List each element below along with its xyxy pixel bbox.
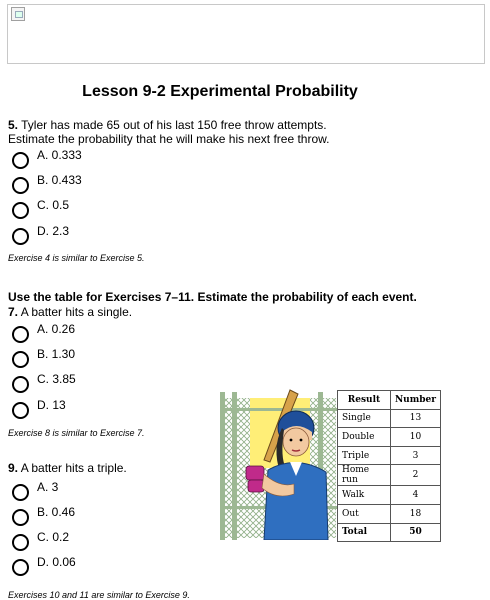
option-label: B. 0.433 — [37, 173, 82, 187]
table-row — [338, 428, 441, 447]
option-label: D. 13 — [37, 398, 66, 412]
results-table — [337, 390, 441, 542]
q9-option-a[interactable] — [12, 482, 58, 502]
cell-result: Home run — [338, 465, 391, 486]
table-row — [338, 465, 441, 486]
radio-button[interactable] — [12, 351, 29, 368]
option-label: D. 0.06 — [37, 555, 76, 569]
radio-button[interactable] — [12, 177, 29, 194]
table-header-row — [338, 391, 441, 410]
note-exercise-10-11: Exercises 10 and 11 are similar to Exercise 9. — [8, 590, 190, 600]
cell-number: 18 — [390, 504, 440, 523]
radio-button[interactable] — [12, 376, 29, 393]
radio-button[interactable] — [12, 509, 29, 526]
q5-option-b[interactable] — [12, 175, 82, 195]
radio-button[interactable] — [12, 534, 29, 551]
cell-number: 2 — [390, 465, 440, 486]
option-label: C. 0.5 — [37, 198, 70, 212]
question-9 — [8, 461, 127, 475]
radio-button[interactable] — [12, 326, 29, 343]
q9-option-b[interactable] — [12, 507, 75, 527]
cell-result: Out — [338, 504, 391, 523]
broken-image-icon — [11, 7, 25, 21]
cell-result: Double — [338, 428, 391, 447]
radio-button[interactable] — [12, 228, 29, 245]
q9-option-d[interactable] — [12, 557, 76, 577]
option-label: B. 1.30 — [37, 347, 76, 361]
q5-option-c[interactable] — [12, 200, 69, 220]
q5-option-d[interactable] — [12, 226, 69, 246]
radio-button[interactable] — [12, 202, 29, 219]
question-7-number: 7. — [8, 305, 19, 319]
option-label: A. 3 — [37, 480, 59, 494]
table-total-row — [338, 523, 441, 542]
table-instruction: Use the table for Exercises 7–11. Estimate the probability of each event. — [8, 290, 417, 304]
table-row — [338, 409, 441, 428]
note-exercise-8: Exercise 8 is similar to Exercise 7. — [8, 428, 145, 438]
q7-option-d[interactable] — [12, 400, 66, 420]
cell-result: Walk — [338, 486, 391, 505]
question-7-text: A batter hits a single. — [20, 305, 133, 319]
cell-result: Triple — [338, 446, 391, 465]
table-row — [338, 486, 441, 505]
q7-option-c[interactable] — [12, 374, 76, 394]
option-label: D. 2.3 — [37, 224, 70, 238]
baseball-batter-illustration — [220, 388, 338, 540]
table-row — [338, 504, 441, 523]
cell-number: 3 — [390, 446, 440, 465]
header-result: Result — [338, 391, 391, 410]
cell-result: Single — [338, 409, 391, 428]
q7-option-b[interactable] — [12, 349, 75, 369]
question-9-number: 9. — [8, 461, 19, 475]
baseball-figure — [220, 388, 440, 540]
radio-button[interactable] — [12, 152, 29, 169]
banner-image — [7, 4, 485, 64]
question-5 — [8, 118, 330, 146]
table-row — [338, 446, 441, 465]
question-5-line2: Estimate the probability that he will make his next free throw. — [8, 132, 330, 146]
cell-total-label: Total — [338, 523, 391, 542]
cell-number: 10 — [390, 428, 440, 447]
radio-button[interactable] — [12, 402, 29, 419]
question-7 — [8, 305, 132, 319]
q9-option-c[interactable] — [12, 532, 69, 552]
option-label: A. 0.26 — [37, 322, 76, 336]
q5-option-a[interactable] — [12, 150, 82, 170]
cell-total-value: 50 — [390, 523, 440, 542]
radio-button[interactable] — [12, 559, 29, 576]
radio-button[interactable] — [12, 484, 29, 501]
question-9-text: A batter hits a triple. — [20, 461, 127, 475]
q7-option-a[interactable] — [12, 324, 75, 344]
option-label: C. 3.85 — [37, 372, 76, 386]
note-exercise-4: Exercise 4 is similar to Exercise 5. — [8, 253, 145, 263]
cell-number: 13 — [390, 409, 440, 428]
question-5-line1: Tyler has made 65 out of his last 150 free throw attempts. — [21, 118, 327, 132]
option-label: B. 0.46 — [37, 505, 76, 519]
option-label: C. 0.2 — [37, 530, 70, 544]
option-label: A. 0.333 — [37, 148, 82, 162]
question-5-number: 5. — [8, 118, 19, 132]
header-number: Number — [390, 391, 440, 410]
page-title: Lesson 9-2 Experimental Probability — [82, 83, 358, 100]
cell-number: 4 — [390, 486, 440, 505]
